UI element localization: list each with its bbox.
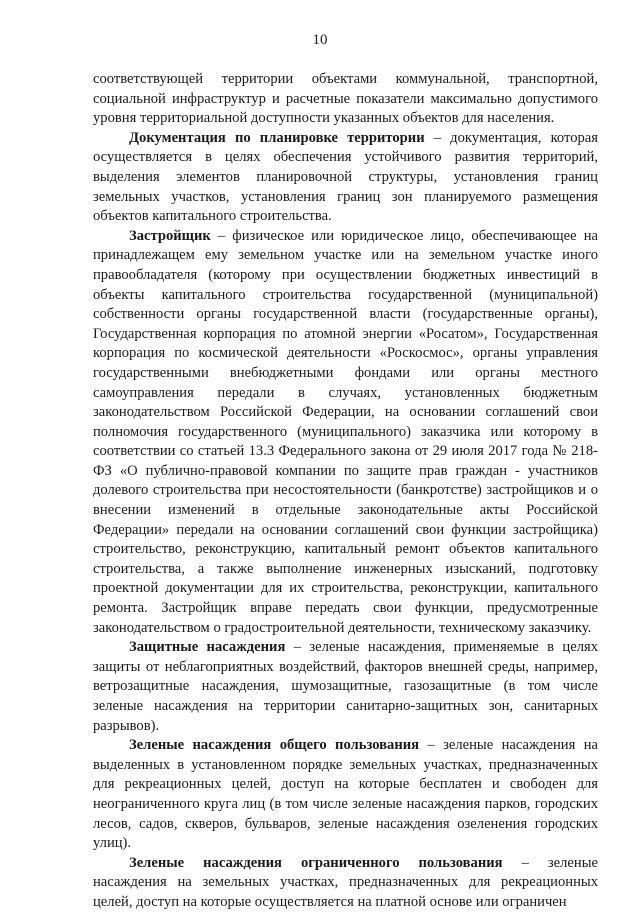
definition-text: – зеленые насаждения на выделенных в установленном порядке земельных участках, предназначенных для рекреационных целей, доступ на которые бесплатен и свободен для неограниченного круга лиц (в том числе зеленые насаждения парков, городских лесов, садов, скверов, бульваров, зеленые насаждения озеленения городских улиц). — [93, 737, 599, 852]
definition-paragraph-planning-documentation — [93, 129, 598, 227]
term-protective-plantings: Защитные насаждения — [129, 639, 286, 656]
term-developer: Застройщик — [129, 227, 211, 244]
definition-text: – зеленые насаждения, применяемые в целях защиты от неблагоприятных воздействий, факторов внешней среды, например, ветрозащитные насаждения, шумозащитные, газозащитные (в том числе зеленые насаждения на территории санитарно-защитных зон, санитарных разрывов). — [93, 639, 599, 734]
term-planning-documentation: Документация по планировке территории — [129, 129, 425, 146]
paragraph-text: соответствующей территории объектами коммунальной, транспортной, социальной инфраструктур и расчетные показатели максимально допустимого уровня территориальной доступности указанных объектов для населения. — [93, 71, 598, 127]
document-body — [93, 70, 598, 913]
definition-text: – документация, которая осуществляется в целях обеспечения устойчивого развития территорий, выделения элементов планировочной структуры, установления границ земельных участков, установления границ зон планируемого размещения объектов капитального строительства. — [93, 129, 598, 225]
term-public-green-spaces: Зеленые насаждения общего пользования — [129, 737, 420, 754]
paragraph-continuation — [93, 70, 598, 129]
definition-paragraph-developer — [93, 227, 598, 638]
definition-text: – физическое или юридическое лицо, обеспечивающее на принадлежащем ему земельном участке или на земельном участке иного правообладателя (которому при осуществлении бюджетных инвестиций в объекты капитального строительства государственной (муниципальной) собственности органы государственной власти (государственные органы), Государственная корпорация по атомной энергии «Росатом», Государственная корпорация по космической деятельности «Роскосмос», органы управления государственными внебюджетными фондами или органы местного самоуправления передали в случаях, установленных бюджетным законодательством Российской Федерации, на основании соглашений свои полномочия государственного (муниципального) заказчика или которому в соответствии со статьей 13.3 Федерального закона от 29 июля 2017 года № 218-ФЗ «О публично-правовой компании по защите прав граждан - участников долевого строительства при несостоятельности (банкротстве) застройщиков и о внесении изменений в отдельные законодательные акты Российской Федерации» передали на основании соглашений свои функции застройщика) строительство, реконструкцию, капитальный ремонт объектов капитального строительства, а также выполнение инженерных изысканий, подготовку проектной документации для их строительства, реконструкции, капитального ремонта. Застройщик вправе передать свои функции, предусмотренные законодательством о градостроительной деятельности, техническому заказчику. — [93, 227, 598, 636]
page-number: 10 — [312, 32, 328, 48]
definition-paragraph-protective-plantings — [93, 638, 598, 736]
term-restricted-green-spaces: Зеленые насаждения ограниченного пользования — [129, 854, 503, 871]
definition-paragraph-restricted-green-spaces — [93, 854, 598, 913]
definition-text: – зеленые насаждения на земельных участках, предназначенных для рекреационных целей, доступ на которые осуществляется на платной основе или ограничен — [93, 854, 598, 910]
definition-paragraph-public-green-spaces — [93, 736, 598, 854]
